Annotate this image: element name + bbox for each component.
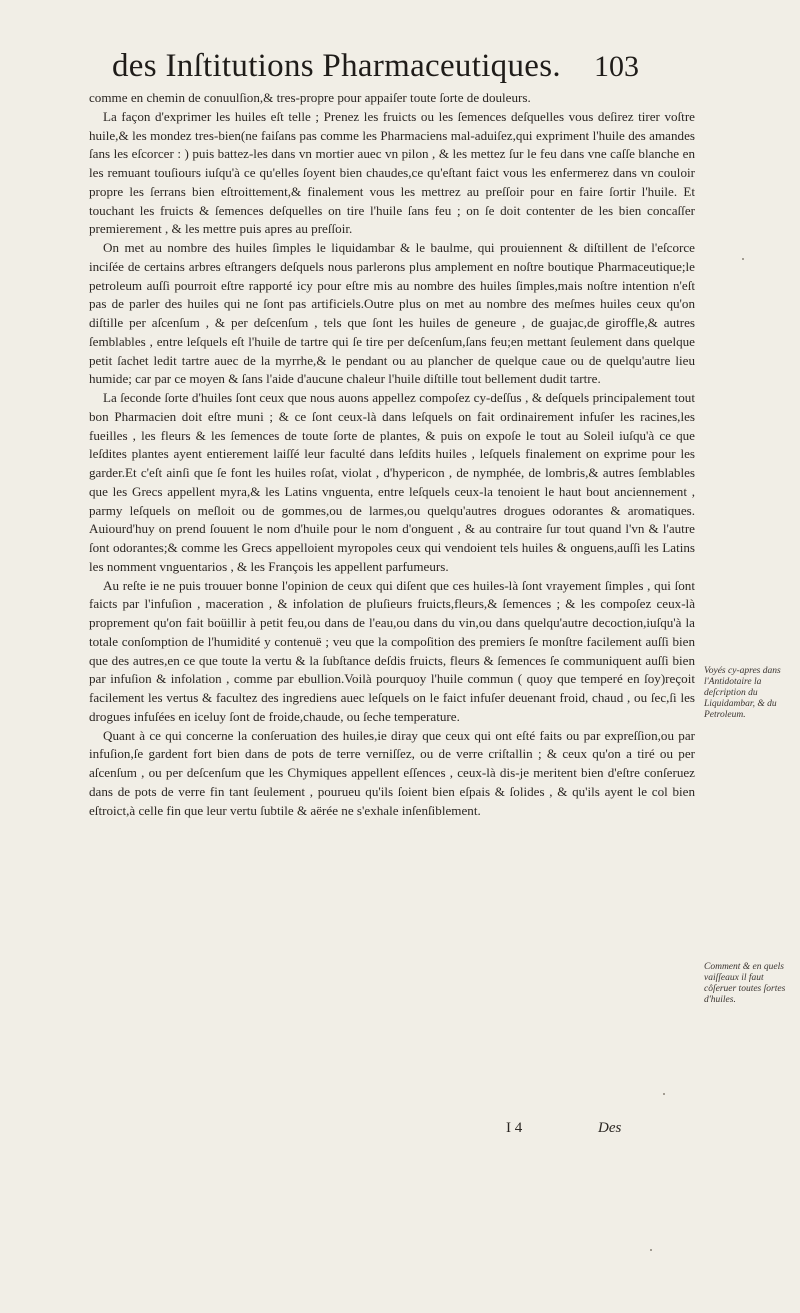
paragraph-1: comme en chemin de conuulſion,& tres-propre pour appaiſer toute ſorte de douleurs. xyxy=(89,90,531,105)
paper-speck xyxy=(663,1093,665,1095)
running-title: des Inſtitutions Pharmaceutiques. xyxy=(112,48,561,84)
margin-note-liquidambar: Voyés cy-apres dans l'Antidotaire la deſcription du Liquidambar, & du Petroleum. xyxy=(704,666,781,720)
paragraph-5: Au reſte ie ne puis trouuer bonne l'opinion de ceux qui diſent que ces huiles-là ſont vrayement ſimples , qui ſont faicts par l'infuſion , maceration , & infolation de pluſieurs fruicts,fleurs,& ſemences ; & les compoſez ceux-là proprement qu'on fait boüillir à petit feu,ou dans de l'eau,ou dans du vin,ou dans quelqu'autre decoction,iuſqu'à la totale conſomption de l'humidité y contenuë ; veu que la compoſition des premiers ſe monſtre facilement auſſi bien que des autres,en ce que toute la vertu & la ſubſtance deſdis fruicts, fleurs & ſemences ſe communiquent auſſi bien par infuſion & infolation , comme par ebullion.Voilà pourquoy l'huile commun ( quoy que temperé en ſoy)reçoit facilement les vertus & facultez des ingrediens auec leſquels on le faict infuſer deuenant froid, chaud , ou ſec,ſi les drogues infuſées en iceluy ſont de froide,chaude, ou ſeche temperature. xyxy=(89,577,695,724)
catchword: Des xyxy=(598,1120,622,1136)
paper-speck xyxy=(742,258,744,260)
margin-note-conservation: Comment & en quels vaiſſeaux il faut côſeruer toutes ſortes d'huiles. xyxy=(704,962,786,1005)
main-text xyxy=(89,89,695,820)
paragraph-2: La façon d'exprimer les huiles eſt telle ; Prenez les fruicts ou les ſemences deſquelles vous deſirez tirer voſtre huile,& les mondez tres-bien(ne faiſans pas comme les Pharmaciens mal-aduiſez,qui expriment l'huile des amandes ſans les eſcorcer : ) puis battez-les dans vn mortier auec vn pilon , & les mettez ſur le feu dans vne caſſe blanche en les remuant touſiours iuſqu'à ce qu'elles ſoyent bien chaudes,ce qu'eſtant faict vous les enfermerez dans vn couloir propre les ſerrans bien eſtroittement,& finalement vous les mettrez au preſſoir pour en faire ſortir l'huile. Et touchant les fruicts & ſemences deſquelles on tire l'huile ſans feu ; on ſe doit contenter de les bien concaſſer premierement , & les mettre puis apres au preſſoir. xyxy=(89,108,695,237)
signature-mark: I 4 xyxy=(506,1120,523,1136)
paper-speck xyxy=(650,1249,652,1251)
paragraph-4: La ſeconde ſorte d'huiles ſont ceux que nous auons appellez compoſez cy-deſſus , & deſquels principalement tout bon Pharmacien doit eſtre muni ; & ce ſont ceux-là dans leſquels on fait ordinairement infuſer les racines,les fueilles , les fleurs & les ſemences de toute ſorte de plantes, & puis on expoſe le tout au Soleil iuſqu'à ce que leſdites plantes ayent entierement laiſſé leur faculté dans leſdits huiles , leſquels finalement on exprime pour les garder.Et c'eſt ainſi que ſe font les huiles roſat, violat , d'hypericon , de nymphée, de lombris,& autres ſemblables que les Grecs appellent myra,& les Latins vnguenta, entre leſquels ceux-la tenoient le haut bout anciennement , parmy leſquels on meſloit ou de gommes,ou de larmes,ou quelqu'autres drogues odorantes & aromatiques. Auiourd'huy on prend ſouuent le nom d'huile pour le nom d'onguent , & au contraire ſur tout quand l'vn & l'autre ſont odorantes;& comme les Grecs appelloient myropoles ceux qui vendoient tels huiles & onguens,auſſi les Latins les nomment vnguentarios , & les François les appellent parfumeurs. xyxy=(89,390,695,574)
paragraph-3: On met au nombre des huiles ſimples le liquidambar & le baulme, qui prouiennent & diſtillent de l'eſcorce inciſée de certains arbres eſtrangers deſquels nous parlerons plus amplement en noſtre boutique Pharmaceutique;le petroleum auſſi pourroit eſtre rapporté icy pour eſtre mis au nombre des huiles ſimples,mais noſtre intention n'eſt pas de parler des huiles qui ne ſont pas artificiels.Outre plus on met au nombre des meſmes huiles ceux qu'on diſtille per aſcenſum , & per deſcenſum , tels que ſont les huiles de geneure , de guajac,de giroffle,& autres ſemblables , entre leſquels eſt l'huile de tartre qui ſe tire per deſcenſum,ſans feu;en mettant ſeulement dans quelque petit ſachet ledit tartre auec de la myrrhe,& le pendant ou au plancher de quelque caue ou de quelqu'autre lieu humide; car par ce moyen & ſans l'aide d'aucune chaleur l'huile diſtille tout bellement dudit tartre. xyxy=(89,240,695,387)
page-number: 103 xyxy=(594,50,639,83)
paragraph-6: Quant à ce qui concerne la conſeruation des huiles,ie diray que ceux qui ont eſté faits ou par expreſſion,ou par infuſion,ſe gardent fort bien dans de pots de terre verniſſez, ou de verre criſtallin ; & ceux qu'on a tiré ou per aſcenſum , ou per deſcenſum que les Chymiques appellent eſſences , ceux-là dis-je meritent bien d'eſtre conſeruez dans de pots de verre fin tant ſeulement , pourueu qu'ils ſoient bien eſpais & ſolides , & qu'ils ayent le col bien eſtroict,à celle fin que leur vertu ſubtile & aërée ne s'exhale inſenſiblement. xyxy=(89,727,695,818)
